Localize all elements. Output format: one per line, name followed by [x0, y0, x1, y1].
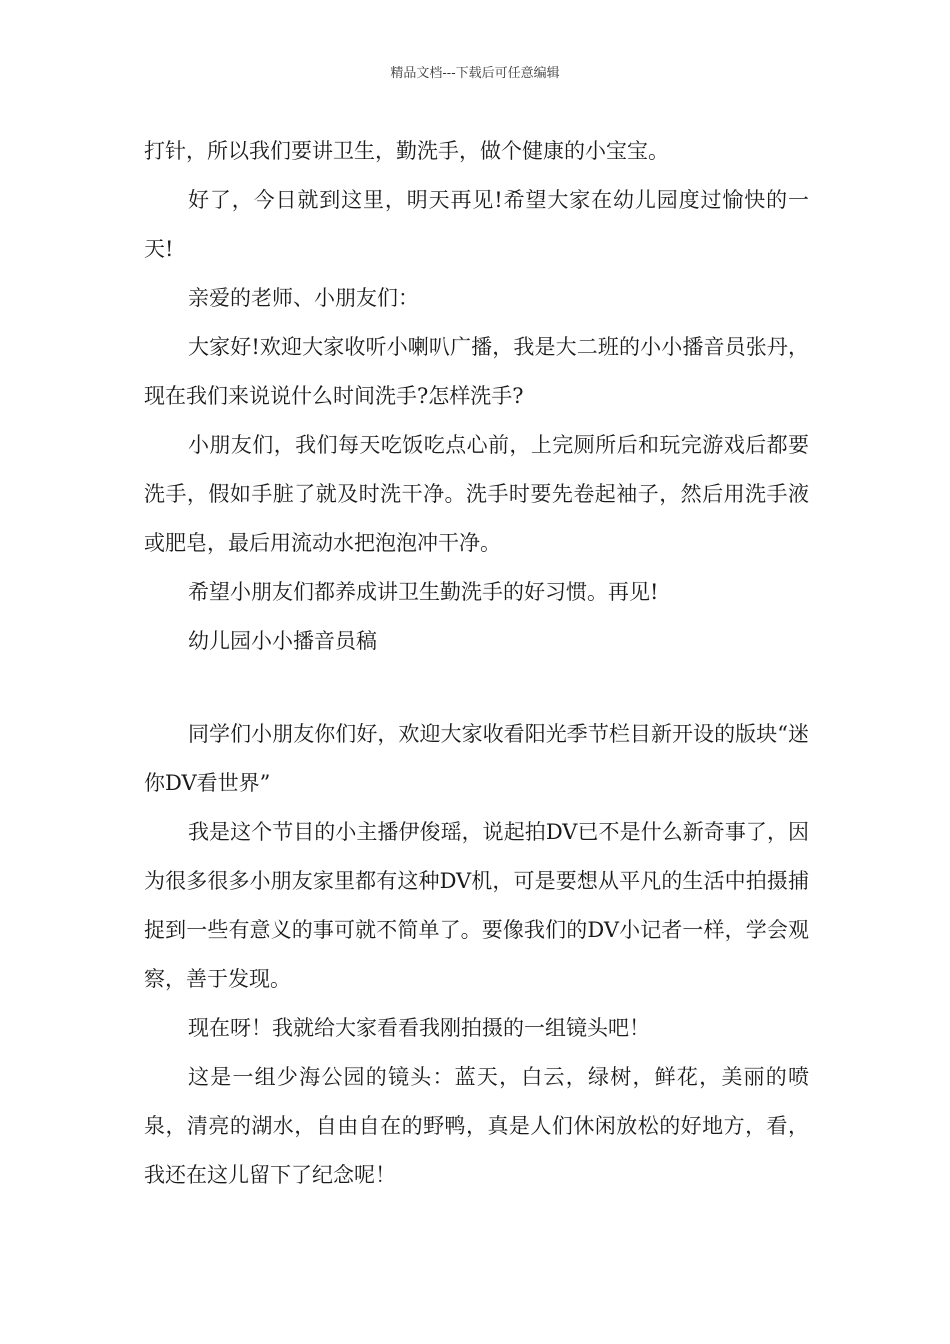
paragraph-5: 小朋友们，我们每天吃饭吃点心前，上完厕所后和玩完游戏后都要洗手，假如手脏了就及时洗干净。洗手时要先卷起袖子，然后用洗手液或肥皂，最后用流动水把泡泡冲干净。 — [144, 433, 809, 555]
section-title: 幼儿园小小播音员稿 — [188, 629, 377, 653]
document-body — [144, 127, 809, 1200]
paragraph-9: 现在呀！我就给大家看看我刚拍摄的一组镜头吧！ — [188, 1016, 650, 1040]
section-gap — [144, 666, 809, 710]
paragraph-7: 同学们小朋友你们好，欢迎大家收看阳光季节栏目新开设的版块“迷你DV看世界” — [144, 722, 809, 795]
paragraph-10: 这是一组少海公园的镜头：蓝天，白云，绿树，鲜花，美丽的喷泉，清亮的湖水，自由自在的野鸭，真是人们休闲放松的好地方，看，我还在这儿留下了纪念呢！ — [144, 1065, 809, 1187]
paragraph-8: 我是这个节目的小主播伊俊瑶，说起拍DV已不是什么新奇事了，因为很多很多小朋友家里都有这种DV机，可是要想从平凡的生活中拍摄捕捉到一些有意义的事可就不简单了。要像我们的DV小记者一样，学会观察，善于发现。 — [144, 820, 809, 991]
paragraph-6: 希望小朋友们都养成讲卫生勤洗手的好习惯。再见! — [188, 580, 659, 604]
paragraph-3: 亲爱的老师、小朋友们： — [188, 286, 419, 310]
paragraph-1: 打针，所以我们要讲卫生，勤洗手，做个健康的小宝宝。 — [144, 139, 669, 163]
paragraph-4: 大家好!欢迎大家收听小喇叭广播，我是大二班的小小播音员张丹，现在我们来说说什么时间洗手?怎样洗手? — [144, 335, 809, 408]
page-header: 精品文档---下载后可任意编辑 — [390, 66, 560, 81]
paragraph-2: 好了，今日就到这里，明天再见!希望大家在幼儿园度过愉快的一天! — [144, 188, 809, 261]
